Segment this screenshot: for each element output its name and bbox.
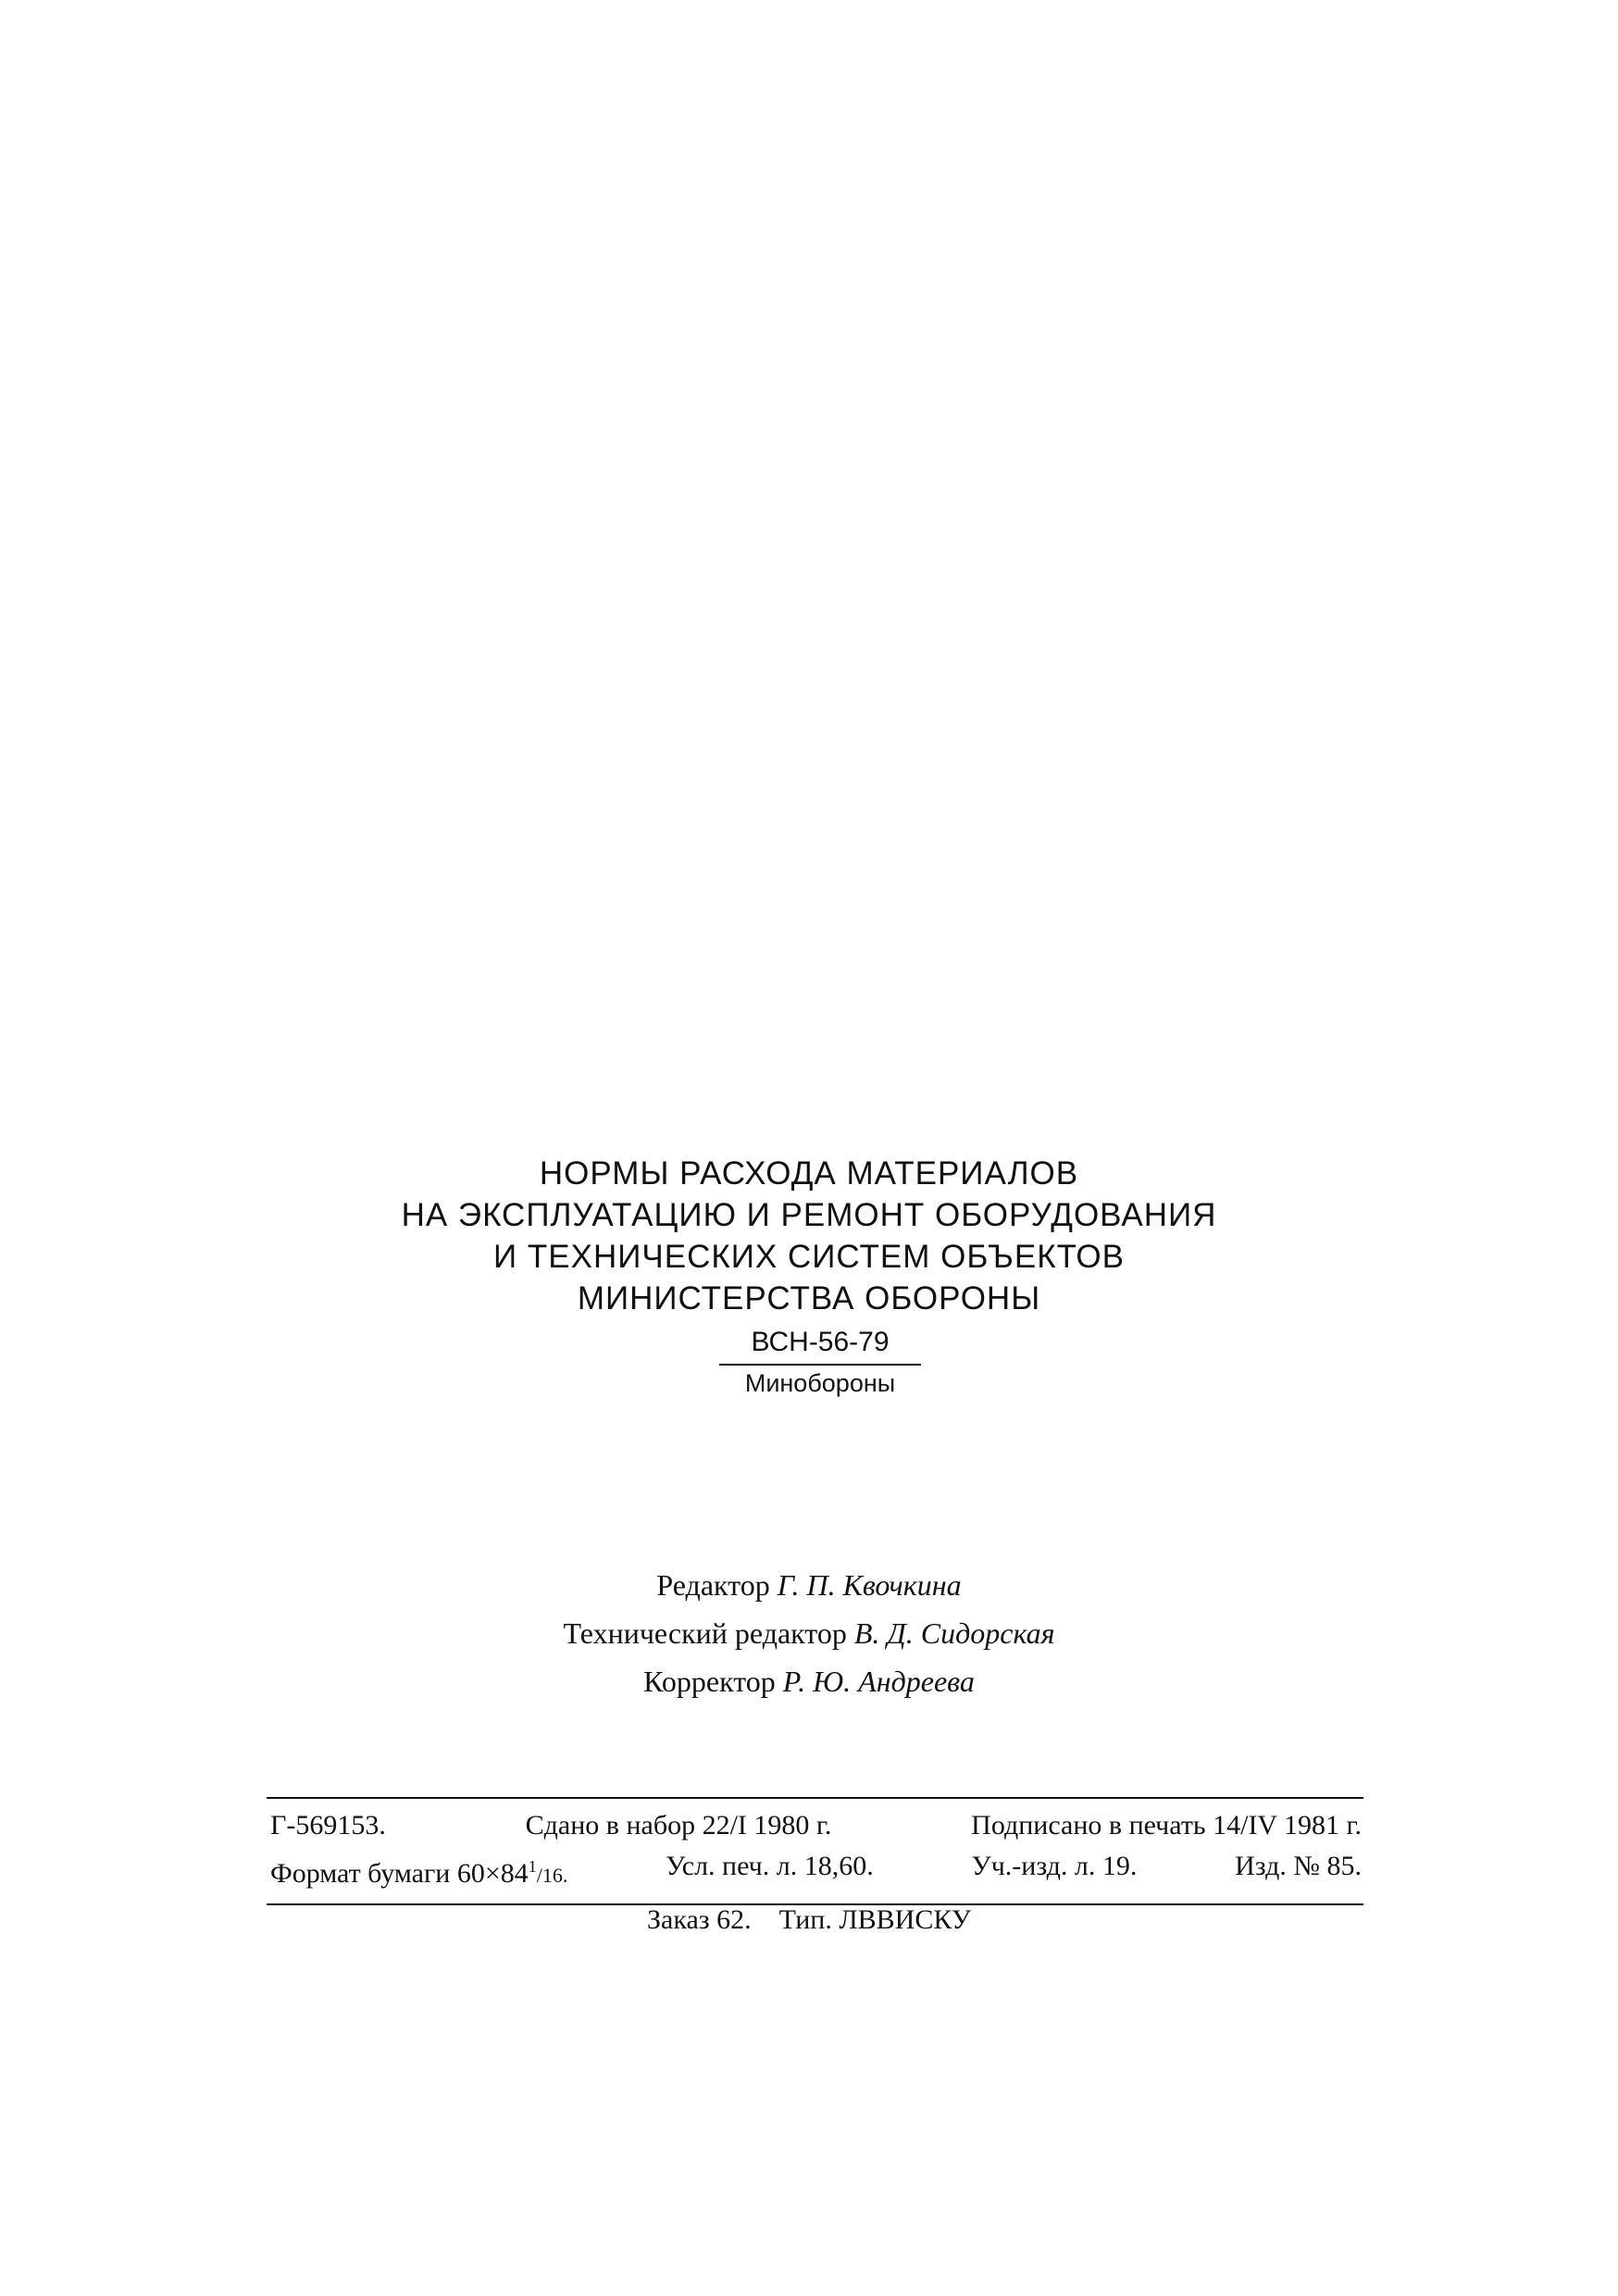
order-number: Заказ 62. xyxy=(646,1904,752,1935)
format-subscript: /16. xyxy=(536,1864,568,1887)
title-line: МИНИСТЕРСТВА ОБОРОНЫ xyxy=(577,1280,1041,1316)
imprint-line-dates xyxy=(270,1805,1362,1846)
imprint-publisher-sheets: Уч.-изд. л. 19. xyxy=(971,1851,1138,1881)
editor-name: В. Д. Сидорская xyxy=(853,1616,1055,1650)
imprint-block xyxy=(267,1797,1363,1905)
document-code: ВСН-56-79 xyxy=(719,1325,921,1366)
imprint-lines xyxy=(267,1799,1363,1903)
editor-line xyxy=(0,1561,1618,1609)
imprint-paper-format xyxy=(270,1846,567,1896)
printing-house: Тип. ЛВВИСКУ xyxy=(778,1904,972,1935)
technical-editor-line xyxy=(0,1609,1618,1657)
title-line: НА ЭКСПЛУАТАЦИЮ И РЕМОНТ ОБОРУДОВАНИЯ xyxy=(401,1197,1217,1233)
order-line xyxy=(0,1900,1618,1940)
editor-role: Корректор xyxy=(643,1665,776,1698)
editor-role: Редактор xyxy=(656,1568,770,1602)
proofreader-line xyxy=(0,1657,1618,1705)
imprint-print-sheets: Усл. печ. л. 18,60. xyxy=(666,1851,874,1881)
imprint-typeset-date: Сдано в набор 22/I 1980 г. xyxy=(525,1810,832,1841)
editor-role: Технический редактор xyxy=(563,1616,847,1650)
imprint-index: Г-569153. xyxy=(270,1810,386,1841)
title-line: НОРМЫ РАСХОДА МАТЕРИАЛОВ xyxy=(539,1155,1079,1192)
imprint-signed-date: Подписано в печать 14/IV 1981 г. xyxy=(971,1810,1362,1841)
format-prefix: Формат бумаги 60×84 xyxy=(270,1858,529,1889)
document-authority: Минобороны xyxy=(744,1369,896,1397)
title-line: И ТЕХНИЧЕСКИХ СИСТЕМ ОБЪЕКТОВ xyxy=(493,1239,1125,1275)
imprint-edition-number: Изд. № 85. xyxy=(1235,1851,1362,1881)
editor-name: Г. П. Квочкина xyxy=(777,1568,962,1602)
format-superscript: 1 xyxy=(528,1857,537,1876)
document-title xyxy=(0,1153,1618,1319)
editors-credits xyxy=(0,1561,1618,1705)
document-code-block xyxy=(719,1325,921,1399)
editor-name: Р. Ю. Андреева xyxy=(782,1665,975,1698)
imprint-line-format xyxy=(270,1846,1362,1896)
